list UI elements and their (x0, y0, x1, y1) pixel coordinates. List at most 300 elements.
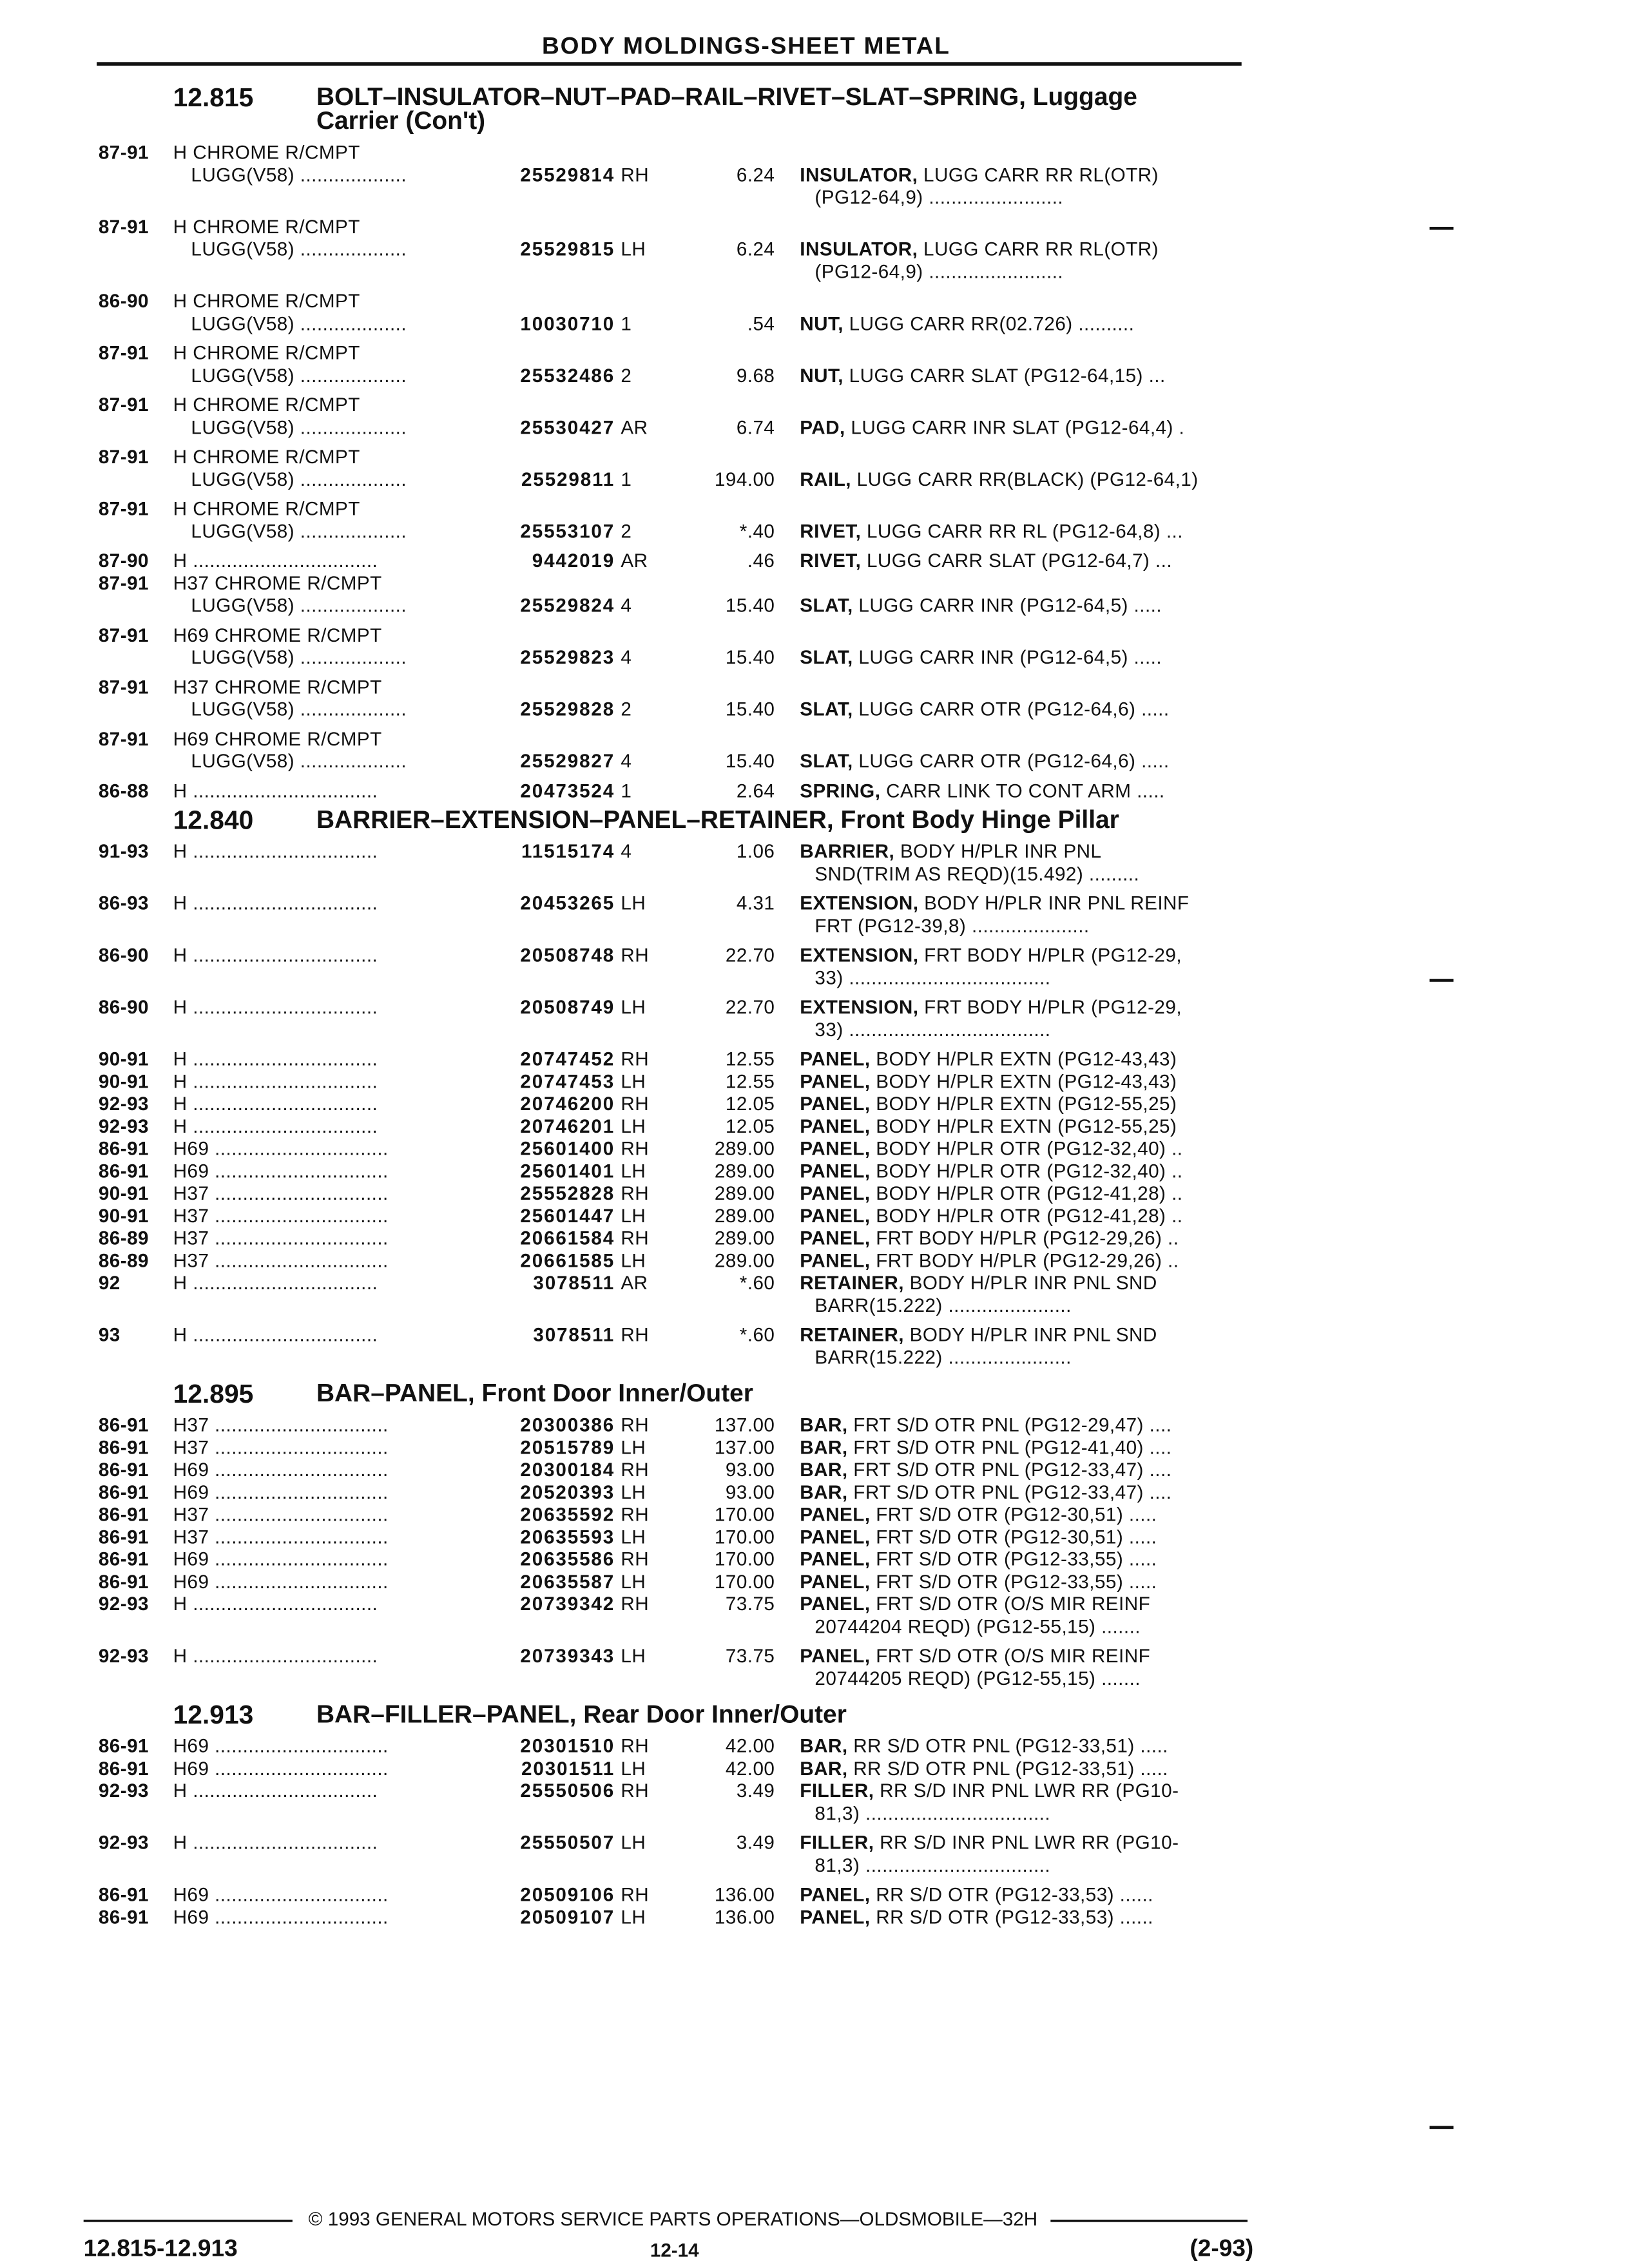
item-name-line (800, 944, 1239, 966)
item-name-line (800, 749, 1239, 772)
item-name-line: 20744204 REQD) (PG12-55,15) ....... (815, 1615, 1141, 1637)
item-quantity: LH (621, 1481, 646, 1503)
item-quantity: LH (621, 1831, 646, 1854)
item-name: PANEL, (800, 1548, 871, 1570)
item-description: H ................................. (173, 1780, 378, 1802)
item-name-line (800, 1458, 1239, 1481)
item-name-detail: BODY H/PLR OTR (PG12-32,40) .. (876, 1137, 1183, 1159)
item-years: 86-90 (98, 290, 149, 312)
item-years: 90-91 (98, 1048, 149, 1070)
section-number: 12.840 (173, 805, 254, 835)
item-name: PANEL, (800, 1204, 871, 1227)
item-name: SPRING, (800, 780, 881, 802)
part-number: 20520393 (520, 1481, 615, 1503)
item-quantity: RH (621, 164, 650, 186)
item-quantity: AR (621, 416, 648, 438)
item-price: 136.00 (714, 1883, 775, 1905)
item-name: BAR, (800, 1436, 848, 1458)
item-description: H CHROME R/CMPT (173, 445, 360, 468)
item-name-detail: FRT BODY H/PLR (PG12-29, (924, 944, 1182, 966)
section-number: 12.895 (173, 1379, 254, 1409)
item-quantity: LH (621, 1160, 646, 1182)
item-quantity: RH (621, 1458, 650, 1481)
item-description: LUGG(V58) ................... (191, 698, 407, 720)
item-name-detail: LUGG CARR RR(BLACK) (PG12-64,1) (856, 468, 1199, 490)
item-name-line: (PG12-64,9) ........................ (815, 186, 1064, 208)
item-name-detail: BODY H/PLR INR PNL REINF (924, 892, 1190, 914)
item-name-line (800, 1905, 1239, 1928)
item-name-line (800, 1436, 1239, 1458)
item-name: PANEL, (800, 1070, 871, 1092)
item-name: SLAT, (800, 698, 853, 720)
part-number: 20635587 (520, 1570, 615, 1592)
item-years: 87-91 (98, 624, 149, 646)
item-price: 170.00 (714, 1548, 775, 1570)
item-price: 12.55 (725, 1048, 775, 1070)
item-price: 15.40 (725, 750, 775, 772)
part-number: 20508748 (520, 944, 615, 966)
item-name: PANEL, (800, 1593, 871, 1615)
item-name-line (800, 1414, 1239, 1436)
item-description: H69 ............................... (173, 1481, 389, 1503)
item-price: 3.49 (736, 1780, 775, 1802)
item-years: 86-93 (98, 892, 149, 914)
item-name-line (800, 1204, 1239, 1227)
item-name-line: 33) .................................... (815, 966, 1051, 988)
item-name: RIVET, (800, 520, 862, 542)
item-quantity: RH (621, 1593, 650, 1615)
item-description: H37 ............................... (173, 1436, 389, 1458)
item-description: LUGG(V58) ................... (191, 364, 407, 386)
part-number: 20508749 (520, 996, 615, 1018)
item-price: 9.68 (736, 364, 775, 386)
item-description: H ................................. (173, 1271, 378, 1294)
part-number: 25553107 (520, 520, 615, 542)
header-rule (97, 62, 1242, 66)
item-price: 170.00 (714, 1503, 775, 1525)
item-years: 91-93 (98, 840, 149, 862)
item-description: H69 ............................... (173, 1906, 389, 1928)
item-description: H69 ............................... (173, 1883, 389, 1905)
item-name-detail: FRT S/D OTR (PG12-30,51) ..... (876, 1526, 1157, 1548)
item-name-detail: LUGG CARR RR RL (PG12-64,8) ... (866, 520, 1183, 542)
item-description: H69 CHROME R/CMPT (173, 624, 382, 646)
item-quantity: 2 (621, 698, 632, 720)
item-years: 87-91 (98, 497, 149, 519)
section-number: 12.913 (173, 1700, 254, 1730)
item-name-detail: FRT S/D OTR PNL (PG12-29,47) .... (853, 1414, 1172, 1436)
page-title: BODY MOLDINGS-SHEET METAL (542, 32, 950, 59)
part-number: 25529814 (520, 164, 615, 186)
item-description: H69 ............................... (173, 1458, 389, 1481)
item-years: 92-93 (98, 1115, 149, 1137)
item-name-line (800, 468, 1239, 490)
item-name-detail: BODY H/PLR INR PNL (900, 840, 1102, 862)
item-price: .46 (747, 550, 775, 572)
item-description: H37 ............................... (173, 1249, 389, 1271)
section-title-line: BARRIER–EXTENSION–PANEL–RETAINER, Front Body Hinge Pillar (316, 805, 1119, 834)
item-name-line: SND(TRIM AS REQD)(15.492) ......... (815, 862, 1140, 885)
item-name: BAR, (800, 1735, 848, 1757)
item-name-line (800, 892, 1239, 914)
item-name-line (800, 416, 1239, 438)
item-price: 6.24 (736, 164, 775, 186)
part-number: 3078511 (533, 1271, 615, 1294)
item-name-detail: FRT S/D OTR PNL (PG12-33,47) .... (853, 1481, 1172, 1503)
item-description: H ................................. (173, 1644, 378, 1667)
item-name-detail: BODY H/PLR OTR (PG12-32,40) .. (876, 1160, 1183, 1182)
item-description: H69 ............................... (173, 1570, 389, 1592)
item-name-line (800, 1592, 1239, 1615)
item-description: H37 CHROME R/CMPT (173, 572, 382, 594)
part-number: 3078511 (533, 1323, 615, 1345)
part-number: 10030710 (520, 312, 615, 334)
item-name: EXTENSION, (800, 944, 919, 966)
item-name-line (800, 1227, 1239, 1249)
item-name-detail: FRT S/D OTR PNL (PG12-33,47) .... (853, 1458, 1172, 1481)
item-years: 86-88 (98, 780, 149, 802)
item-description: H CHROME R/CMPT (173, 394, 360, 416)
item-name-line: BARR(15.222) ...................... (815, 1294, 1072, 1316)
footer-rule-left (84, 2220, 293, 2222)
item-years: 86-91 (98, 1570, 149, 1592)
item-description: H ................................. (173, 1323, 378, 1345)
item-description: H ................................. (173, 1070, 378, 1092)
item-name: SLAT, (800, 750, 853, 772)
item-name-line: 33) .................................... (815, 1018, 1051, 1041)
part-number: 25529827 (520, 750, 615, 772)
item-price: 42.00 (725, 1757, 775, 1779)
item-name-detail: LUGG CARR INR (PG12-64,5) ..... (858, 594, 1162, 616)
section-title-line: Carrier (Con't) (316, 106, 486, 135)
item-quantity: LH (621, 1070, 646, 1092)
part-number: 20300386 (520, 1414, 615, 1436)
item-description: H ................................. (173, 1593, 378, 1615)
item-quantity: LH (621, 1570, 646, 1592)
item-name: BAR, (800, 1414, 848, 1436)
item-name: RIVET, (800, 550, 862, 572)
item-name-line (800, 1481, 1239, 1503)
section-title-line: BOLT–INSULATOR–NUT–PAD–RAIL–RIVET–SLAT–SPRING, Luggage (316, 82, 1137, 111)
part-number: 25601401 (520, 1160, 615, 1182)
item-name-detail: RR S/D OTR PNL (PG12-33,51) ..... (853, 1735, 1168, 1757)
item-name-line (800, 779, 1239, 802)
item-quantity: AR (621, 550, 648, 572)
footer-page-number: 12-14 (650, 2239, 699, 2261)
item-name: PANEL, (800, 1906, 871, 1928)
part-number: 25529815 (520, 238, 615, 260)
item-name-detail: RR S/D INR PNL LWR RR (PG10- (880, 1831, 1179, 1854)
footer-section-range: 12.815-12.913 (83, 2235, 238, 2262)
item-years: 90-91 (98, 1204, 149, 1227)
item-name-line (800, 1883, 1239, 1906)
item-quantity: LH (621, 238, 646, 260)
item-name-detail: LUGG CARR RR RL(OTR) (923, 164, 1159, 186)
item-price: 136.00 (714, 1906, 775, 1928)
item-quantity: LH (621, 1757, 646, 1779)
part-number: 25532486 (520, 364, 615, 386)
part-number: 25552828 (520, 1182, 615, 1204)
item-quantity: RH (621, 1323, 650, 1345)
item-quantity: LH (621, 1115, 646, 1137)
item-years: 92 (98, 1271, 120, 1294)
part-number: 20509107 (520, 1906, 615, 1928)
item-name-line (800, 995, 1239, 1018)
item-name: BAR, (800, 1458, 848, 1481)
item-name-line: FRT (PG12-39,8) ..................... (815, 914, 1090, 936)
part-number: 20301511 (521, 1757, 615, 1779)
item-quantity: RH (621, 1548, 650, 1570)
item-name: PANEL, (800, 1503, 871, 1525)
part-number: 20739343 (520, 1644, 615, 1667)
item-name-line (800, 1757, 1239, 1780)
item-name-detail: BODY H/PLR EXTN (PG12-43,43) (876, 1070, 1177, 1092)
item-description: H CHROME R/CMPT (173, 141, 360, 163)
item-price: .54 (747, 312, 775, 334)
item-years: 86-90 (98, 996, 149, 1018)
item-years: 86-91 (98, 1481, 149, 1503)
item-name: RAIL, (800, 468, 851, 490)
item-name: PANEL, (800, 1115, 871, 1137)
item-description: H37 ............................... (173, 1503, 389, 1525)
item-description: H37 ............................... (173, 1227, 389, 1249)
item-description: LUGG(V58) ................... (191, 750, 407, 772)
item-years: 86-91 (98, 1160, 149, 1182)
item-name-line (800, 646, 1239, 668)
item-name: PAD, (800, 416, 845, 438)
item-name-detail: BODY H/PLR INR PNL SND (909, 1271, 1157, 1294)
item-quantity: 4 (621, 646, 632, 668)
item-quantity: 2 (621, 364, 632, 386)
item-name-detail: FRT S/D OTR (PG12-30,51) ..... (876, 1503, 1157, 1525)
item-years: 86-91 (98, 1436, 149, 1458)
item-name-line (800, 312, 1239, 334)
item-years: 92-93 (98, 1093, 149, 1115)
item-name: BAR, (800, 1481, 848, 1503)
item-description: H ................................. (173, 1048, 378, 1070)
item-description: H37 ............................... (173, 1526, 389, 1548)
item-name: INSULATOR, (800, 238, 918, 260)
item-description: H ................................. (173, 550, 378, 572)
part-number: 20635586 (520, 1548, 615, 1570)
item-name: PANEL, (800, 1048, 871, 1070)
item-price: 93.00 (725, 1458, 775, 1481)
item-quantity: LH (621, 1906, 646, 1928)
item-name-line: (PG12-64,9) ........................ (815, 260, 1064, 282)
item-name-detail: BODY H/PLR OTR (PG12-41,28) .. (876, 1182, 1183, 1204)
item-years: 87-91 (98, 341, 149, 364)
item-name: PANEL, (800, 1227, 871, 1249)
item-quantity: 1 (621, 312, 632, 334)
item-name-detail: LUGG CARR SLAT (PG12-64,15) ... (849, 364, 1166, 386)
margin-tick-mark (1430, 979, 1454, 982)
item-name: PANEL, (800, 1182, 871, 1204)
item-name-line (800, 1525, 1239, 1548)
part-number: 9442019 (532, 550, 615, 572)
item-name-detail: FRT BODY H/PLR (PG12-29,26) .. (876, 1249, 1179, 1271)
item-price: 93.00 (725, 1481, 775, 1503)
item-quantity: LH (621, 1526, 646, 1548)
item-name: INSULATOR, (800, 164, 918, 186)
item-quantity: RH (621, 1227, 650, 1249)
item-name-detail: LUGG CARR INR (PG12-64,5) ..... (858, 646, 1162, 668)
footer-date-code: (2-93) (1190, 2235, 1254, 2262)
item-name-line (800, 1070, 1239, 1092)
item-description: H37 CHROME R/CMPT (173, 676, 382, 698)
item-name-detail: LUGG CARR OTR (PG12-64,6) ..... (858, 750, 1170, 772)
item-name: NUT, (800, 312, 843, 334)
item-description: H69 ............................... (173, 1735, 389, 1757)
item-years: 86-91 (98, 1137, 149, 1159)
item-name-detail: LUGG CARR RR(02.726) .......... (849, 312, 1135, 334)
item-price: 22.70 (725, 996, 775, 1018)
item-price: 137.00 (714, 1436, 775, 1458)
item-name: RETAINER, (800, 1271, 904, 1294)
item-quantity: RH (621, 1414, 650, 1436)
item-name: PANEL, (800, 1160, 871, 1182)
item-price: 3.49 (736, 1831, 775, 1854)
item-description: H37 ............................... (173, 1182, 389, 1204)
item-name-line (800, 1503, 1239, 1525)
item-years: 86-91 (98, 1526, 149, 1548)
item-price: 12.05 (725, 1115, 775, 1137)
item-quantity: LH (621, 1644, 646, 1667)
item-price: 15.40 (725, 698, 775, 720)
item-years: 90-91 (98, 1070, 149, 1092)
item-name-detail: FRT BODY H/PLR (PG12-29, (924, 996, 1182, 1018)
item-name-line (800, 594, 1239, 617)
item-description: LUGG(V58) ................... (191, 164, 407, 186)
item-price: 73.75 (725, 1593, 775, 1615)
item-description: H ................................. (173, 840, 378, 862)
item-description: H CHROME R/CMPT (173, 215, 360, 238)
item-name: FILLER, (800, 1780, 874, 1802)
item-name-line (800, 1092, 1239, 1115)
item-name: PANEL, (800, 1093, 871, 1115)
item-name-line (800, 364, 1239, 387)
item-quantity: 1 (621, 780, 632, 802)
item-quantity: RH (621, 1137, 650, 1159)
item-years: 86-91 (98, 1757, 149, 1779)
item-quantity: 4 (621, 594, 632, 616)
item-years: 86-89 (98, 1227, 149, 1249)
item-price: 4.31 (736, 892, 775, 914)
item-name-line: 20744205 REQD) (PG12-55,15) ....... (815, 1667, 1141, 1689)
part-number: 20509106 (520, 1883, 615, 1905)
item-price: 2.64 (736, 780, 775, 802)
item-price: *.60 (739, 1323, 775, 1345)
item-description: H37 ............................... (173, 1204, 389, 1227)
part-number: 20635593 (520, 1526, 615, 1548)
part-number: 25601400 (520, 1137, 615, 1159)
part-number: 20661585 (520, 1249, 615, 1271)
item-description: H ................................. (173, 892, 378, 914)
part-number: 20661584 (520, 1227, 615, 1249)
item-name-detail: FRT S/D OTR (PG12-33,55) ..... (876, 1548, 1157, 1570)
item-quantity: 4 (621, 750, 632, 772)
item-name-detail: LUGG CARR RR RL(OTR) (923, 238, 1159, 260)
item-quantity: 1 (621, 468, 632, 490)
item-years: 86-91 (98, 1414, 149, 1436)
item-quantity: RH (621, 1093, 650, 1115)
part-number: 11515174 (521, 840, 615, 862)
item-name-detail: BODY H/PLR EXTN (PG12-55,25) (876, 1093, 1177, 1115)
item-name-detail: RR S/D OTR (PG12-33,53) ...... (876, 1906, 1153, 1928)
item-price: 289.00 (714, 1249, 775, 1271)
item-description: LUGG(V58) ................... (191, 520, 407, 542)
item-name-detail: BODY H/PLR INR PNL SND (909, 1323, 1157, 1345)
item-price: 22.70 (725, 944, 775, 966)
item-name-line (800, 698, 1239, 720)
item-years: 87-91 (98, 572, 149, 594)
part-number: 20747453 (520, 1070, 615, 1092)
item-price: *.40 (739, 520, 775, 542)
item-description: H37 ............................... (173, 1414, 389, 1436)
item-quantity: AR (621, 1271, 648, 1294)
item-name: RETAINER, (800, 1323, 904, 1345)
item-name: SLAT, (800, 646, 853, 668)
item-name-line: 81,3) ................................. (815, 1802, 1051, 1824)
part-number: 25530427 (520, 416, 615, 438)
item-price: 289.00 (714, 1160, 775, 1182)
item-price: 6.74 (736, 416, 775, 438)
item-name-line: BARR(15.222) ...................... (815, 1346, 1072, 1368)
item-description: H ................................. (173, 944, 378, 966)
item-price: 170.00 (714, 1526, 775, 1548)
item-name-detail: FRT S/D OTR (PG12-33,55) ..... (876, 1570, 1157, 1592)
item-price: 12.05 (725, 1093, 775, 1115)
item-quantity: LH (621, 1249, 646, 1271)
item-description: H CHROME R/CMPT (173, 497, 360, 519)
item-description: H ................................. (173, 996, 378, 1018)
item-quantity: 4 (621, 840, 632, 862)
item-quantity: LH (621, 1436, 646, 1458)
part-number: 25550507 (520, 1831, 615, 1854)
item-years: 87-91 (98, 445, 149, 468)
margin-tick-mark (1430, 2126, 1454, 2129)
section-title-line: BAR–FILLER–PANEL, Rear Door Inner/Outer (316, 1700, 847, 1728)
item-name-line (800, 1779, 1239, 1802)
part-number: 20300184 (520, 1458, 615, 1481)
part-number: 20746201 (520, 1115, 615, 1137)
item-name-line (800, 1570, 1239, 1593)
item-description: H CHROME R/CMPT (173, 341, 360, 364)
item-price: 194.00 (714, 468, 775, 490)
item-name-line (800, 1048, 1239, 1070)
item-name: NUT, (800, 364, 843, 386)
part-number: 25529828 (520, 698, 615, 720)
item-name: PANEL, (800, 1883, 871, 1905)
item-name-detail: BODY H/PLR EXTN (PG12-43,43) (876, 1048, 1177, 1070)
item-price: 289.00 (714, 1182, 775, 1204)
item-name-line (800, 519, 1239, 542)
part-number: 25529811 (521, 468, 615, 490)
item-price: 6.24 (736, 238, 775, 260)
item-description: H69 CHROME R/CMPT (173, 727, 382, 749)
item-years: 87-91 (98, 215, 149, 238)
item-description: LUGG(V58) ................... (191, 416, 407, 438)
item-quantity: LH (621, 892, 646, 914)
item-description: H ................................. (173, 780, 378, 802)
item-description: H69 ............................... (173, 1160, 389, 1182)
item-price: 289.00 (714, 1204, 775, 1227)
item-description: LUGG(V58) ................... (191, 238, 407, 260)
item-name-line (800, 1271, 1239, 1294)
item-name-detail: LUGG CARR SLAT (PG12-64,7) ... (866, 550, 1173, 572)
item-price: 42.00 (725, 1735, 775, 1757)
item-price: 289.00 (714, 1137, 775, 1159)
item-name-detail: RR S/D INR PNL LWR RR (PG10- (880, 1780, 1179, 1802)
